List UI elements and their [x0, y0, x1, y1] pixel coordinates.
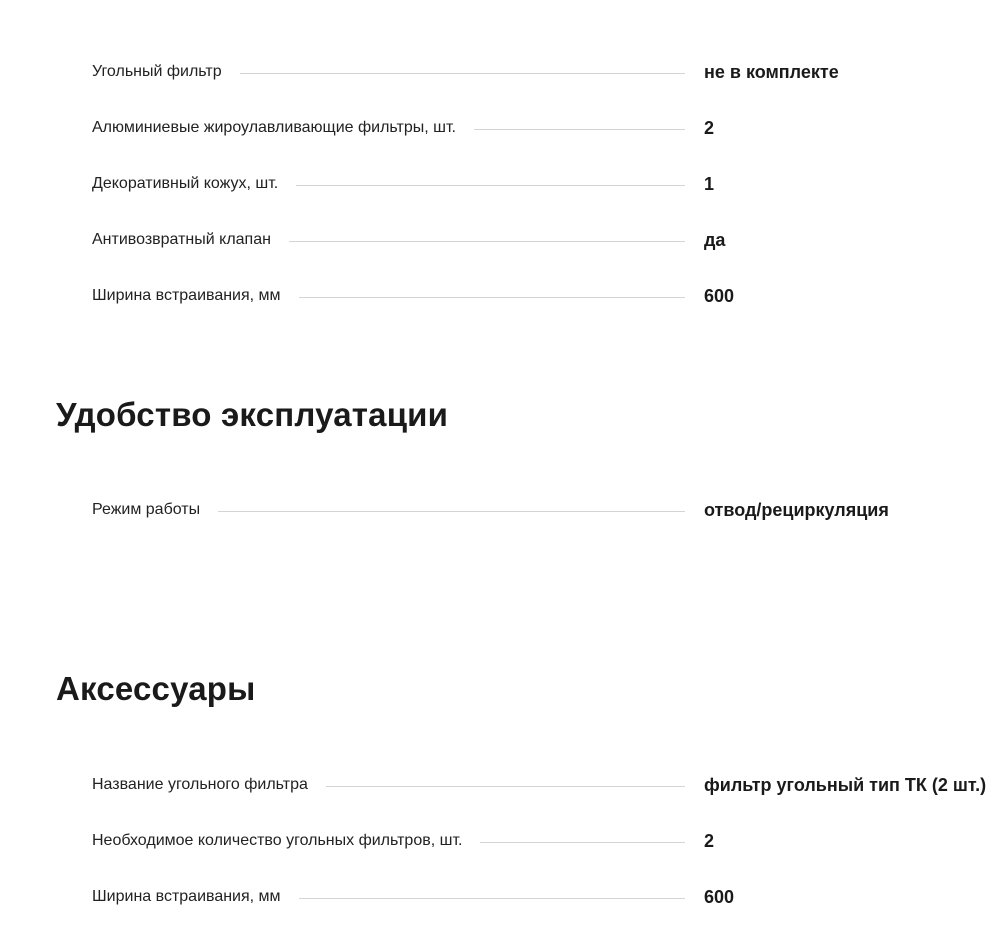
- spec-label: Угольный фильтр: [92, 63, 222, 80]
- spec-label: Антивозвратный клапан: [92, 231, 271, 248]
- leader-line: [326, 786, 685, 787]
- spec-label: Режим работы: [92, 501, 201, 518]
- spec-label-wrap: [92, 116, 685, 140]
- spec-value: 600: [704, 887, 735, 907]
- spec-label-wrap: [92, 829, 685, 853]
- spec-value: 2: [704, 118, 715, 138]
- spec-row-accessory-built-in-width: [92, 885, 1002, 909]
- spec-label: Декоративный кожух, шт.: [92, 175, 279, 192]
- spec-value: 1: [704, 174, 715, 194]
- spec-row-grease-filters: [92, 116, 1002, 140]
- spec-label: Ширина встраивания, мм: [92, 287, 281, 304]
- leader-line: [296, 185, 685, 186]
- leader-line: [299, 898, 685, 899]
- spec-value: 600: [704, 286, 735, 306]
- spec-label-wrap: [92, 60, 685, 84]
- spec-label: Название угольного фильтра: [92, 776, 308, 793]
- spec-label-wrap: [92, 228, 685, 252]
- spec-label-wrap: [92, 885, 685, 909]
- leader-line: [218, 511, 685, 512]
- section-title-usability: Удобство эксплуатации: [56, 396, 449, 433]
- spec-label: Ширина встраивания, мм: [92, 888, 281, 905]
- spec-label: Необходимое количество угольных фильтров, шт.: [92, 832, 463, 849]
- spec-value: фильтр угольный тип ТК (2 шт.): [704, 775, 987, 795]
- spec-label: Алюминиевые жироулавливающие фильтры, шт.: [92, 119, 456, 136]
- leader-line: [289, 241, 685, 242]
- spec-row-decorative-casing: [92, 172, 1002, 196]
- spec-row-built-in-width: [92, 284, 1002, 308]
- leader-line: [240, 73, 685, 74]
- spec-value: не в комплекте: [704, 62, 839, 82]
- spec-row-carbon-filter-name: [92, 773, 1002, 797]
- spec-label-wrap: [92, 172, 685, 196]
- spec-label-wrap: [92, 284, 685, 308]
- spec-row-carbon-filter-count: [92, 829, 1002, 853]
- leader-line: [474, 129, 685, 130]
- spec-row-operating-mode: [92, 498, 1002, 522]
- leader-line: [480, 842, 685, 843]
- leader-line: [299, 297, 685, 298]
- spec-row-backflow-valve: [92, 228, 1002, 252]
- section-title-accessories: Аксессуары: [56, 670, 256, 707]
- spec-label-wrap: [92, 773, 685, 797]
- spec-value: отвод/рециркуляция: [704, 500, 889, 520]
- spec-row-carbon-filter: [92, 60, 1002, 84]
- spec-value: 2: [704, 831, 715, 851]
- spec-value: да: [704, 230, 726, 250]
- spec-label-wrap: [92, 498, 685, 522]
